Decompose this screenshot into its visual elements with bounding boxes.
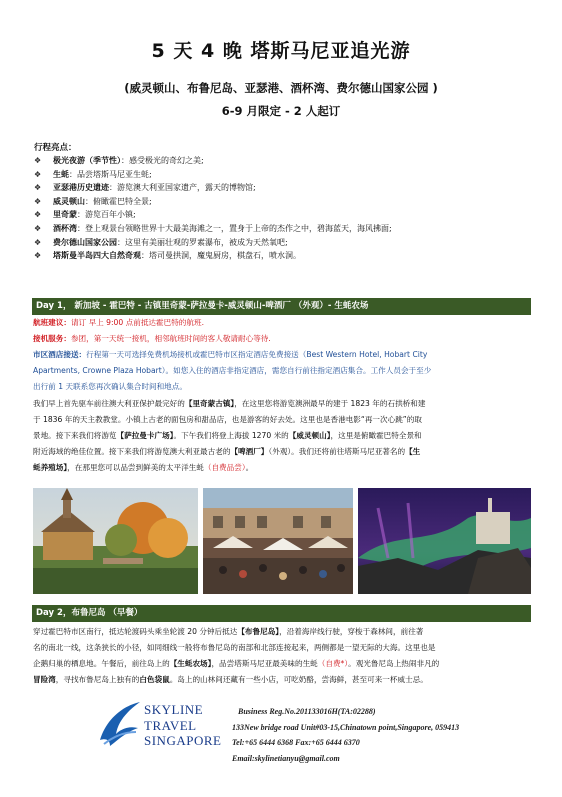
highlight-item <box>34 208 534 222</box>
paragraph-line <box>33 642 533 655</box>
highlight-desc: ：塔司曼拱洞，魔鬼厨房，棋盘石，喷水洞。 <box>141 251 301 261</box>
text-run: 【啤酒厂】 <box>230 447 269 456</box>
text-run: 冒险湾 <box>33 675 56 684</box>
highlight-name: 里奇蒙 <box>53 210 77 220</box>
highlight-item <box>34 181 534 195</box>
diamond-bullet-icon: ❖ <box>34 183 42 193</box>
paragraph-line <box>33 430 533 443</box>
hotel-transfer-line-2: Apartments, Crowne Plaza Hobart）。如您入住的酒店非指定酒店，需您自行前往指定酒店集合。工作人员会于至少 <box>33 366 432 375</box>
diamond-bullet-icon: ❖ <box>34 251 42 261</box>
text-run: （自费*） <box>317 659 349 668</box>
highlight-desc: ：俯瞰霍巴特全景; <box>85 196 152 206</box>
highlight-name: 威灵顿山 <box>53 196 85 206</box>
diamond-bullet-icon: ❖ <box>34 156 42 165</box>
text-run: 。观光鲁尼岛上热闹非凡的 <box>348 659 440 668</box>
text-run: 【布鲁尼岛】 <box>237 627 280 636</box>
highlight-item <box>34 168 534 182</box>
phone-fax: Tel:+65 6444 6368 Fax:+65 6444 6370 <box>232 738 360 747</box>
text-run: ，这里是俯瞰霍巴特全景和 <box>330 431 422 440</box>
text-run: 景地。接下来我们将游览 <box>33 431 117 440</box>
hotel-text-1: 行程第一天可选择免费机场接机或霍巴特市区指定酒店免费接送（Best Western Hotel, Hobart City <box>86 350 428 359</box>
highlight-name: 生蚝 <box>53 169 69 179</box>
text-run: 附近海域的绝佳位置。接下来我们将游览澳大利亚最古老的 <box>33 447 231 456</box>
highlight-item <box>34 195 534 209</box>
highlight-name: 亚瑟港历史遗迹 <box>53 183 109 193</box>
pickup-label: 接机服务： <box>33 334 71 343</box>
page-subtitle: (威灵顿山、布鲁尼岛、亚瑟港、酒杯湾、费尔德山国家公园 ) <box>124 81 438 95</box>
highlight-item <box>34 154 534 168</box>
text-run: 企鹅归巢的栖息地。午餐后，前往岛上的 <box>33 659 170 668</box>
paragraph-line <box>33 674 533 687</box>
highlight-desc: ：游览百年小镇; <box>77 210 136 220</box>
text-run: （外观）。我们还将前往塔斯马尼亚著名的 <box>268 447 406 456</box>
business-reg: Business Reg.No.201133016H(TA:02288) <box>238 707 376 716</box>
page-title: 5 天 4 晚 塔斯马尼亚追光游 <box>151 40 411 62</box>
diamond-bullet-icon: ❖ <box>34 223 42 233</box>
brand-line-2: TRAVEL <box>144 717 197 733</box>
highlight-name: 极光夜游（季节性） <box>53 156 121 165</box>
text-run: 。 <box>245 463 254 472</box>
contact-block <box>232 704 459 766</box>
day2-bar: Day 2，布鲁尼岛 （早餐） <box>32 605 531 622</box>
brand-name <box>144 702 221 749</box>
text-run: （自费品尝） <box>203 463 246 472</box>
highlight-desc: ：感受极光的奇幻之美; <box>121 156 204 165</box>
text-run: 名的南北一线，这条狭长的小径，如同细线一般将布鲁尼岛的南部和北部连接起来，两侧都是一望无际的大海。这里也是 <box>33 643 436 652</box>
hotel-transfer-line-1 <box>33 349 533 362</box>
text-run: ，沿着海岸线行驶，穿梭于森林间，前往著 <box>279 627 424 636</box>
highlight-desc: ：这里有美丽壮观的罗素瀑布，被成为天然氧吧; <box>117 237 288 247</box>
text-run: 【威灵顿山】 <box>288 431 331 440</box>
brand-line-3: SINGAPORE <box>144 733 222 748</box>
text-run: 蚝养殖场】 <box>33 463 68 472</box>
text-run: 【里奇蒙古镇】 <box>184 399 235 408</box>
pickup-text: 参团，第一天统一接机，相邻航班时间的客人敬请耐心等待. <box>70 334 271 343</box>
text-run: ，在这里您将游览澳洲最早的建于 1823 年的石拱桥和建 <box>234 399 426 408</box>
highlight-item <box>34 222 534 236</box>
paragraph-line <box>33 626 533 639</box>
brand-line-1: SKYLINE <box>144 702 204 717</box>
highlight-name: 塔斯曼半岛四大自然奇观 <box>53 251 141 261</box>
highlight-name: 费尔德山国家公园 <box>53 237 117 247</box>
text-run: ，品尝塔斯马尼亚最美味的生蚝 <box>211 659 318 668</box>
flight-text: 请订 早上 9:00 点前抵达霍巴特的航班. <box>70 318 204 327</box>
skyline-logo <box>96 700 142 752</box>
paragraph-line <box>33 414 533 427</box>
paragraph-line <box>33 462 533 475</box>
text-run: 。岛上的山林间还藏有一些小店，可吃奶酪，尝海鲜，甚至可来一杯威士忌。 <box>169 675 428 684</box>
day1-bar: Day 1， 新加坡 - 霍巴特 - 古镇里奇蒙-萨拉曼卡-威灵顿山-啤酒厂 （外观）- 生蚝农场 <box>32 298 531 315</box>
pickup-service <box>33 333 533 346</box>
text-run: 于 1836 年的天主教教堂。小镇上古老的面包房和甜品店，也是游客的好去处。这里也是香港电影“再一次心跳”的取 <box>33 415 422 424</box>
email: Email:skylinetianyu@gmail.com <box>232 753 340 763</box>
text-run: ，寻找布鲁尼岛上独有的 <box>55 675 140 684</box>
text-run: 穿过霍巴特市区南行，抵达轮渡码头乘坐轮渡 20 分钟后抵达 <box>33 627 238 636</box>
paragraph-line <box>33 658 533 671</box>
highlights-list <box>34 154 534 263</box>
text-run: 我们早上首先驱车前往澳大利亚保护最完好的 <box>33 399 185 408</box>
photo-aurora <box>358 488 531 594</box>
highlights-heading: 行程亮点： <box>34 143 77 153</box>
flight-label: 航班建议： <box>33 318 71 327</box>
text-run: 【生蚝农场】 <box>169 659 212 668</box>
text-run: ，在那里您可以品尝到鲜美的太平洋生蚝 <box>67 463 204 472</box>
photo-salamanca <box>203 488 353 594</box>
text-run: 白色袋鼠 <box>139 675 170 684</box>
text-run: 。下午我们将登上海拔 1270 米的 <box>173 431 289 440</box>
diamond-bullet-icon: ❖ <box>34 210 42 220</box>
paragraph-line <box>33 398 533 411</box>
hotel-transfer-line-3: 出行前 1 天联系您再次确认集合时间和地点。 <box>33 382 187 391</box>
flight-suggestion <box>33 317 533 330</box>
diamond-bullet-icon: ❖ <box>34 169 42 179</box>
diamond-bullet-icon: ❖ <box>34 237 42 247</box>
text-run: 【生 <box>405 447 421 456</box>
highlight-desc: ：品尝塔斯马尼亚生蚝; <box>69 169 152 179</box>
highlight-desc: ：登上观景台领略世界十大最美海滩之一，置身于上帝的杰作之中，碧海蓝天，海风拂面; <box>77 223 392 233</box>
text-run: 【萨拉曼卡广场】 <box>116 431 174 440</box>
tour-limit: 6-9 月限定 - 2 人起订 <box>221 104 341 118</box>
photo-richmond <box>33 488 198 594</box>
address: 133New bridge road Unit#03-15,Chinatown point,Singapore, 059413 <box>232 722 460 732</box>
diamond-bullet-icon: ❖ <box>34 196 42 206</box>
highlight-desc: ：游览澳大利亚国家遗产，露天的博物馆; <box>109 183 256 193</box>
hotel-label: 市区酒店接送： <box>33 350 87 359</box>
highlight-name: 酒杯湾 <box>53 223 77 233</box>
highlight-item <box>34 236 534 250</box>
paragraph-line <box>33 446 533 459</box>
highlight-item <box>34 249 534 263</box>
